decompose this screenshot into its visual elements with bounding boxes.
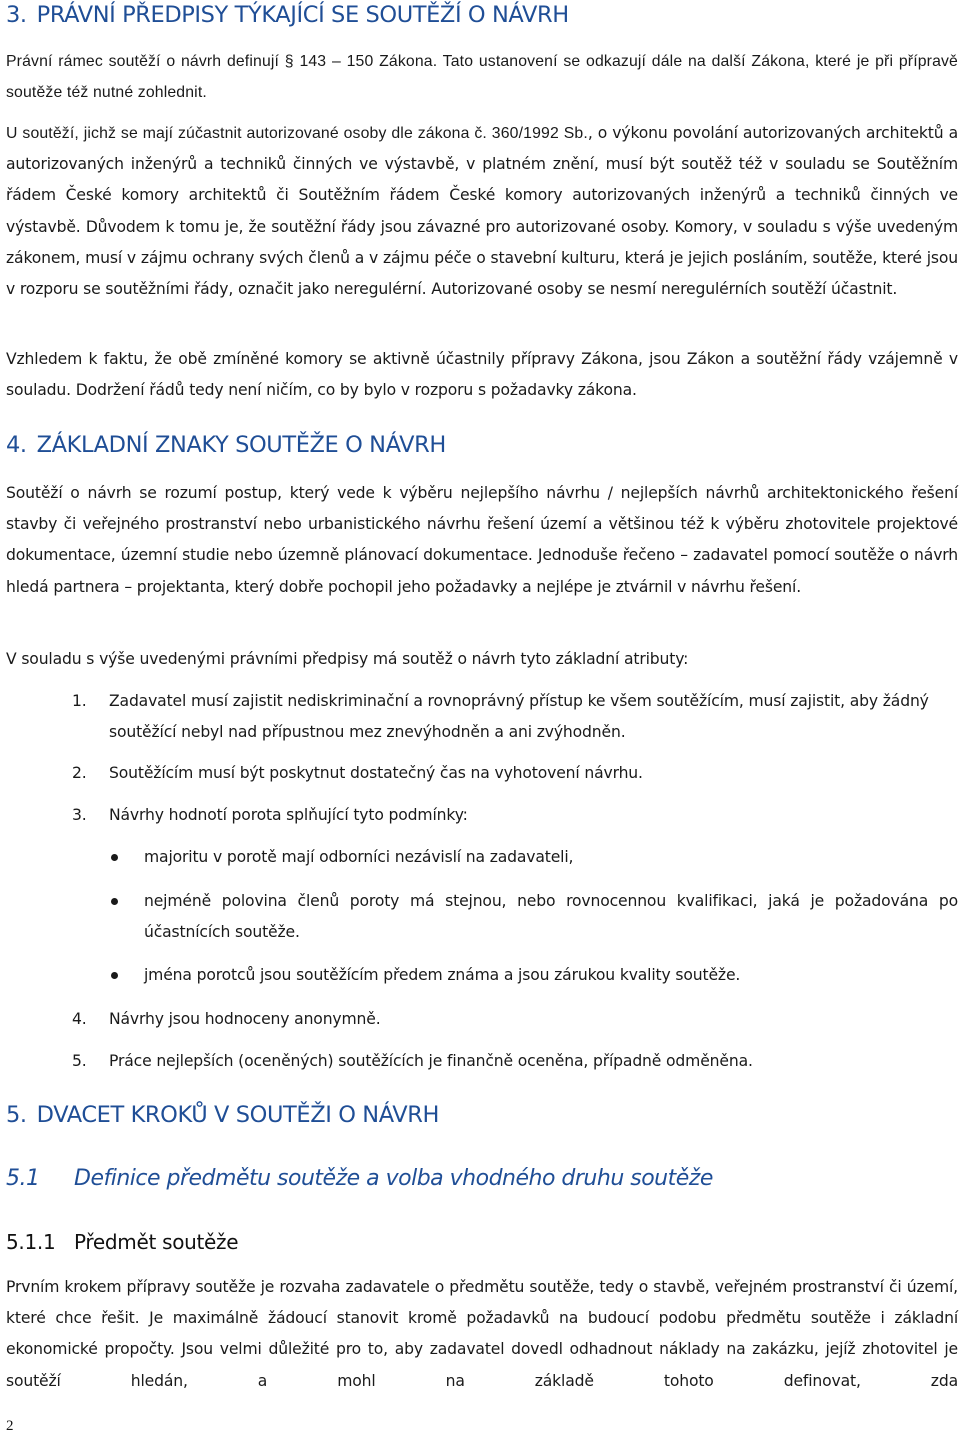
section-4-heading bbox=[6, 432, 446, 458]
list-item bbox=[72, 800, 958, 831]
section-title: ZÁKLADNÍ ZNAKY SOUTĚŽE O NÁVRH bbox=[36, 432, 446, 458]
subsection-title: Předmět soutěže bbox=[74, 1230, 239, 1254]
section-3-heading bbox=[6, 2, 569, 28]
list-marker: 5. bbox=[72, 1052, 87, 1070]
bullet-item bbox=[108, 960, 958, 991]
subsection-5-1-heading bbox=[6, 1166, 713, 1191]
law-reference: U soutěží, jichž se mají zúčastnit autorizované osoby dle zákona č. 360/1992 Sb. bbox=[6, 125, 588, 142]
subsection-number: 5.1 bbox=[6, 1166, 40, 1191]
list-marker: 3. bbox=[72, 806, 87, 824]
list-item-text: Zadavatel musí zajistit nediskriminační a rovnoprávný přístup ke všem soutěžícím, musí zajistit, aby žádný soutěžící nebyl nad přípustnou mez znevýhodněn a ani zvýhodněn. bbox=[109, 692, 929, 742]
section-3-paragraph-2 bbox=[6, 118, 958, 305]
list-item-text: Soutěžícím musí být poskytnut dostatečný čas na vyhotovení návrhu. bbox=[109, 764, 643, 782]
section-number: 4. bbox=[6, 432, 27, 458]
section-3-paragraph-3: Vzhledem k faktu, že obě zmíněné komory se aktivně účastnily přípravy Zákona, jsou Zákon a soutěžní řády vzájemně v souladu. Dodržení řádů tedy není ničím, co by bylo v rozporu s požadavky zákona. bbox=[6, 350, 958, 400]
paragraph-text: , o výkonu povolání autorizovaných architektů a autorizovaných inženýrů a techniků činných ve výstavbě, v platném znění, musí být soutěž též v souladu se Soutěžním řádem České komory architektů či Soutěžním řádem České komory autorizovaných inženýrů a techniků činných ve výstavbě. Důvodem k tomu je, že soutěžní řády jsou závazné pro autorizované osoby. Komory, v souladu s výše uvedeným zákonem, musí v zájmu ochrany svých členů a v zájmu péče o stavební kulturu, která je jejich posláním, soutěže, které jsou v rozporu se soutěžními řády, označit jako neregulérní. Autorizované osoby se nesmí neregulérních soutěží účastnit. bbox=[6, 124, 959, 299]
section-5-heading bbox=[6, 1102, 439, 1128]
list-marker: 4. bbox=[72, 1010, 87, 1028]
bullet-text: jména porotců jsou soutěžícím předem známa a jsou zárukou kvality soutěže. bbox=[144, 966, 741, 984]
list-item bbox=[72, 758, 958, 789]
bullet-text: nejméně polovina členů poroty má stejnou, nebo rovnocennou kvalifikaci, jaká je požadována po účastnících soutěže. bbox=[144, 892, 958, 942]
subsection-title: Definice předmětu soutěže a volba vhodného druhu soutěže bbox=[74, 1166, 713, 1191]
list-item-text: Práce nejlepších (oceněných) soutěžících je finančně oceněna, případně odměněna. bbox=[109, 1052, 753, 1070]
list-item bbox=[72, 1004, 958, 1035]
list-marker: 2. bbox=[72, 764, 87, 782]
list-item-text: Návrhy jsou hodnoceny anonymně. bbox=[109, 1010, 381, 1028]
section-4-paragraph-2: V souladu s výše uvedenými právními předpisy má soutěž o návrh tyto základní atributy: bbox=[6, 650, 689, 668]
bullet-item bbox=[108, 886, 958, 948]
bullet-icon bbox=[111, 972, 118, 979]
section-number: 3. bbox=[6, 2, 27, 28]
bullet-icon bbox=[111, 898, 118, 905]
bullet-icon bbox=[111, 854, 118, 861]
list-item bbox=[72, 686, 958, 748]
section-number: 5. bbox=[6, 1102, 27, 1128]
bullet-text: majoritu v porotě mají odborníci nezávislí na zadavateli, bbox=[144, 848, 574, 866]
page-number: 2 bbox=[6, 1418, 14, 1434]
subsection-number: 5.1.1 bbox=[6, 1230, 56, 1254]
list-item bbox=[72, 1046, 958, 1077]
section-title: PRÁVNÍ PŘEDPISY TÝKAJÍCÍ SE SOUTĚŽÍ O NÁVRH bbox=[36, 2, 569, 28]
list-marker: 1. bbox=[72, 692, 87, 710]
list-item-text: Návrhy hodnotí porota splňující tyto podmínky: bbox=[109, 806, 468, 824]
bullet-item bbox=[108, 842, 958, 873]
section-4-paragraph-1: Soutěží o návrh se rozumí postup, který vede k výběru nejlepšího návrhu / nejlepších návrhů architektonického řešení stavby či veřejného prostranství nebo urbanistického návrhu řešení území a většinou též k výběru zhotovitele projektové dokumentace, územní studie nebo územně plánovací dokumentace. Jednoduše řečeno – zadavatel pomocí soutěže o návrh hledá partnera – projektanta, který dobře pochopil jeho požadavky a nejlépe je ztvárnil v návrhu řešení. bbox=[6, 484, 958, 596]
subsection-5-1-1-heading bbox=[6, 1230, 239, 1254]
subsection-5-1-1-paragraph: Prvním krokem přípravy soutěže je rozvaha zadavatele o předmětu soutěže, tedy o stavbě, veřejném prostranství či území, které chce řešit. Je maximálně žádoucí stanovit kromě požadavků na budoucí podobu předmětu soutěže i základní ekonomické propočty. Jsou velmi důležité pro to, aby zadavatel dovedl odhadnout náklady na zakázku, jejíž zhotovitel je soutěží hledán, a mohl na základě tohoto definovat, zda bbox=[6, 1278, 958, 1390]
section-title: DVACET KROKŮ V SOUTĚŽI O NÁVRH bbox=[36, 1102, 439, 1128]
section-3-paragraph-1: Právní rámec soutěží o návrh definují § 143 – 150 Zákona. Tato ustanovení se odkazují dále na další Zákona, které je při přípravě soutěže též nutné zohlednit. bbox=[6, 53, 958, 102]
